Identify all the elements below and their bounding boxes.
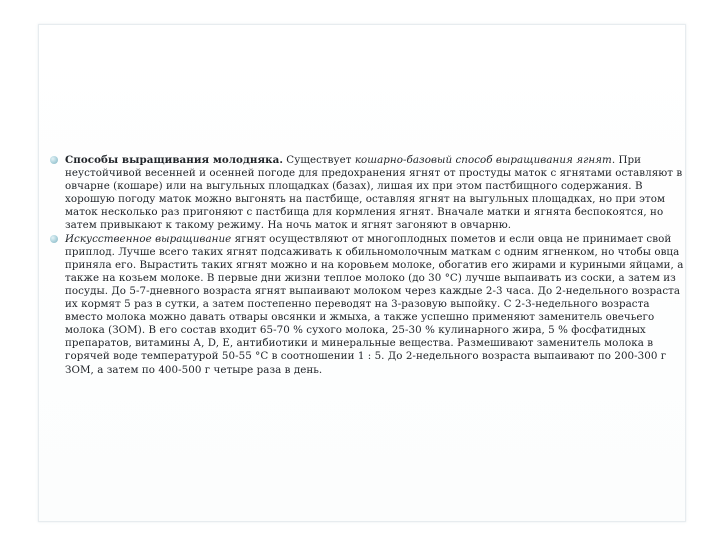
item-text: При неустойчивой весенней и осенней погоде для предохранения ягнят от простуды маток с ягнятами оставляют в овчарне (кошаре) или на выгульных площадках (базах), лишая их при этом пастбищного содержания. В хорошую погоду маток можно выгонять на пастбище, оставляя ягнят на выгульных площадках, но при этом маток несколько раз пригоняют с пастбища для кормления ягнят. Вначале матки и ягнята беспокоятся, но затем привыкают к такому режиму. На ночь маток и ягнят загоняют в овчарню. xyxy=(65,154,683,232)
round-bullet-icon xyxy=(50,156,58,164)
item-text: ягнят осуществляют от многоплодных пометов и если овца не принимает свой приплод. Лучше всего таких ягнят подсаживать к обильномолочным маткам с одним ягненком, но чтобы овца приняла его. Вырастить таких ягнят можно и на коровьем молоке, обогатив его жирами и куриными яйцами, а также на козьем молоке. В первые дни жизни теплое молоко (до 30 °С) лучше выпаивать из соски, а затем из посуды. До 5-7-дневного возраста ягнят выпаивают молоком через каждые 2-3 часа. До 2-недельного возраста их кормят 5 раз в сутки, а затем постепенно переводят на 3-разовую выпойку. С 2-3-недельного возраста вместо молока можно давать отвары овсянки и жмыха, а также успешно применяют заменитель овечьего молока (ЗОМ). В его состав входит 65-70 % сухого молока, 25-30 % кулинарного жира, 5 % фосфатидных препаратов, витамины А, D, Е, антибиотики и минеральные вещества. Размешивают заменитель молока в горячей воде температурой 50-55 °С в соотношении 1 : 5. До 2-недельного возраста выпаивают по 200-300 г ЗОМ, а затем по 400-500 г четыре раза в день. xyxy=(65,232,684,376)
item-text: Существует xyxy=(282,154,355,166)
item-bold-lead: Способы выращивания молодняка. xyxy=(65,154,283,166)
slide-content xyxy=(47,154,687,377)
list-item-lamb-raising-methods xyxy=(47,154,687,233)
list-item-artificial-raising xyxy=(47,233,687,377)
round-bullet-icon xyxy=(50,235,58,243)
item-italic-term: кошарно-базовый способ выращивания ягнят. xyxy=(354,154,616,166)
item-italic-lead: Искусственное выращивание xyxy=(65,232,232,245)
